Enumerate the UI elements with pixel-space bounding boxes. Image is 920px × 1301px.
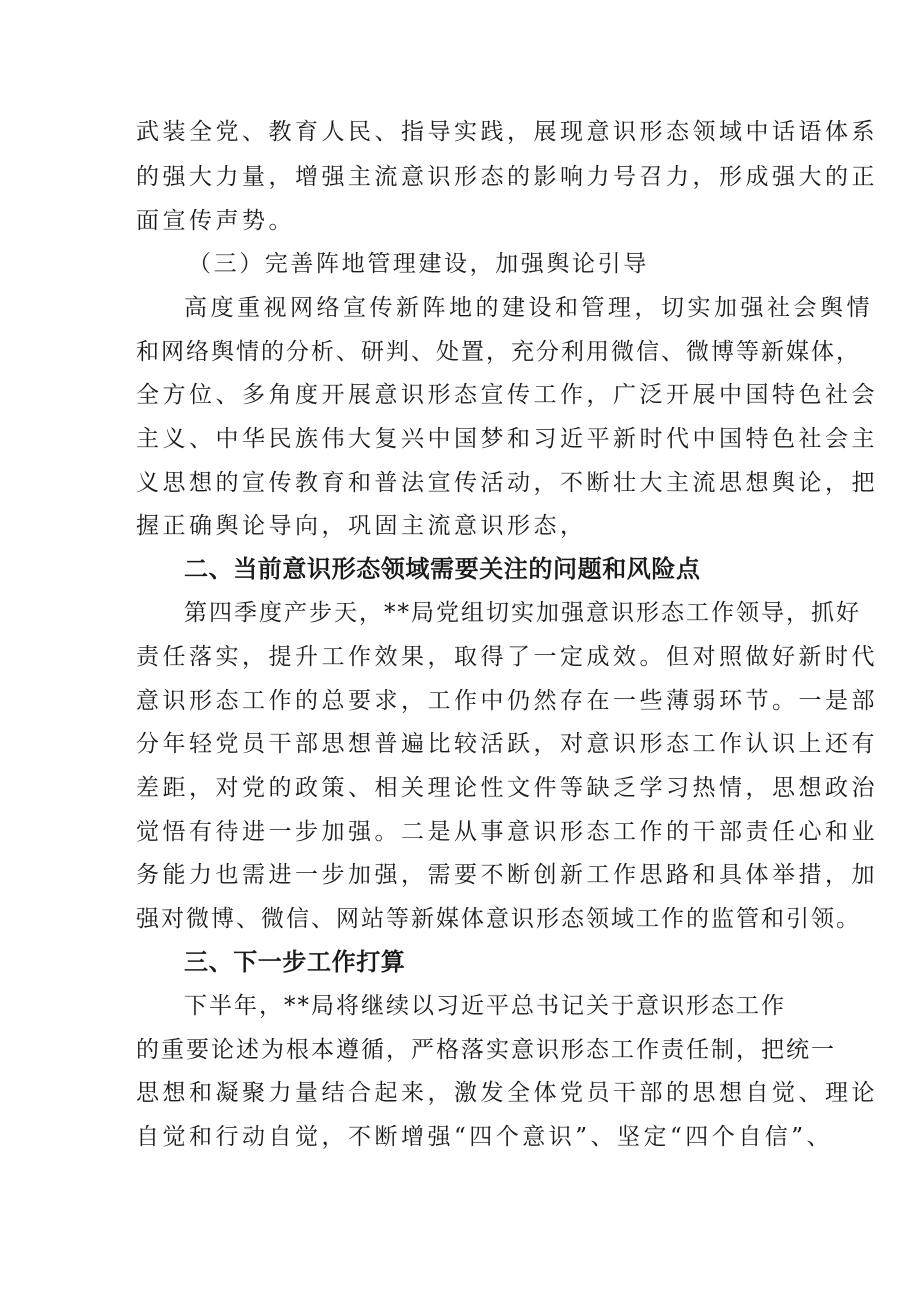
paragraph-line: 强对微博、微信、网站等新媒体意识形态领域工作的监管和引领。: [136, 906, 861, 932]
paragraph-line: 思想和凝聚力量结合起来，激发全体党员干部的思想自觉、理论: [136, 1080, 878, 1106]
paragraph-line: 主义、中华民族伟大复兴中国梦和习近平新时代中国特色社会主: [136, 426, 878, 452]
paragraph-line: 武装全党、教育人民、指导实践，展现意识形态领域中话语体系: [136, 119, 878, 145]
section-heading: 二、当前意识形态领域需要关注的问题和风险点: [184, 555, 701, 583]
paragraph-line: 务能力也需进一步加强，需要不断创新工作思路和具体举措，加: [136, 862, 878, 888]
paragraph-line: 下半年，**局将继续以习近平总书记关于意识形态工作: [184, 993, 786, 1019]
paragraph-line: 责任落实，提升工作效果，取得了一定成效。但对照做好新时代: [136, 644, 878, 670]
paragraph-line: 觉悟有待进一步加强。二是从事意识形态工作的干部责任心和业: [136, 819, 878, 845]
section-heading: 三、下一步工作打算: [184, 948, 406, 976]
paragraph-line: 握正确舆论导向，巩固主流意识形态，: [136, 513, 587, 539]
paragraph-line: 和网络舆情的分析、研判、处置，充分利用微信、微博等新媒体，: [136, 339, 861, 365]
paragraph-line: 面宣传声势。: [136, 208, 295, 234]
paragraph-line: 意识形态工作的总要求，工作中仍然存在一些薄弱环节。一是部: [136, 688, 878, 714]
paragraph-line: 第四季度产步天，**局党组切实加强意识形态工作领导，抓好: [184, 600, 861, 626]
subsection-title: （三）完善阵地管理建设，加强舆论引导: [188, 251, 649, 277]
paragraph-line: 高度重视网络宣传新阵地的建设和管理，切实加强社会舆情: [184, 295, 873, 321]
paragraph-line: 的重要论述为根本遵循，严格落实意识形态工作责任制，把统一: [136, 1037, 836, 1063]
paragraph-line: 的强大力量，增强主流意识形态的影响力号召力，形成强大的正: [136, 164, 878, 190]
paragraph-line: 差距，对党的政策、相关理论性文件等缺乏学习热情，思想政治: [136, 775, 878, 801]
paragraph-line: 义思想的宣传教育和普法宣传活动，不断壮大主流思想舆论，把: [136, 470, 878, 496]
paragraph-line: 自觉和行动自觉，不断增强“四个意识”、坚定“四个自信”、: [136, 1124, 834, 1150]
paragraph-line: 全方位、多角度开展意识形态宣传工作，广泛开展中国特色社会: [136, 382, 878, 408]
paragraph-line: 分年轻党员干部思想普遍比较活跃，对意识形态工作认识上还有: [136, 731, 878, 757]
